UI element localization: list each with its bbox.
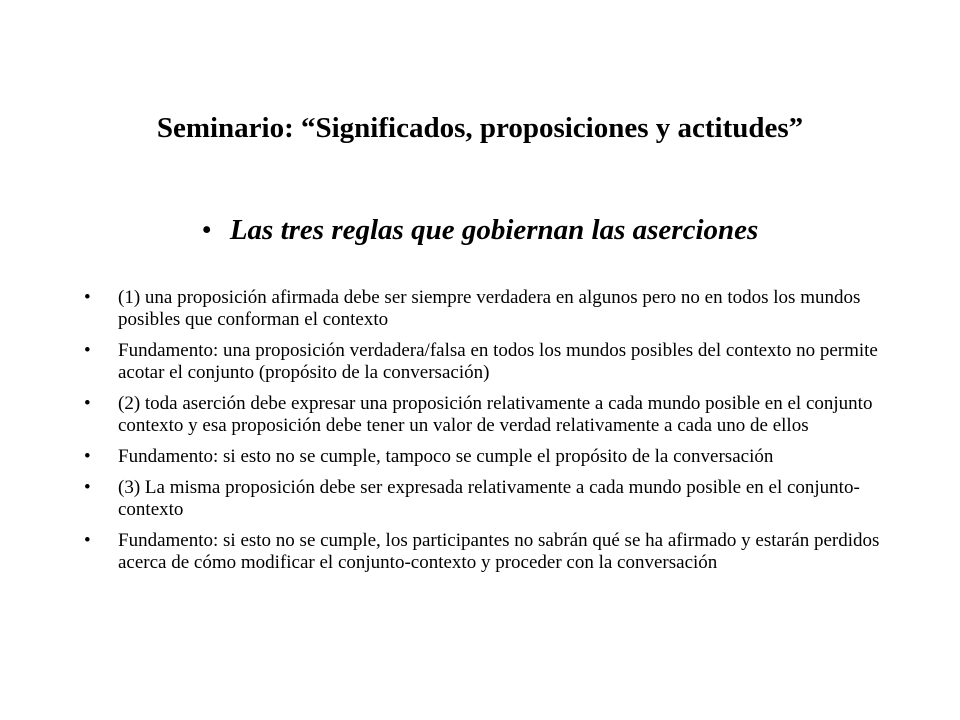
bullet-item-5 — [84, 477, 884, 521]
bullet-icon: • — [84, 446, 91, 467]
bullet-text: Fundamento: si esto no se cumple, tampoco se cumple el propósito de la conversación — [118, 446, 774, 467]
bullet-text: (3) La misma proposición debe ser expresada relativamente a cada mundo posible en el conjunto-contexto — [118, 477, 860, 520]
bullet-text: Fundamento: una proposición verdadera/falsa en todos los mundos posibles del contexto no permite acotar el conjunto (propósito de la conversación) — [118, 340, 878, 383]
bullet-text: (2) toda aserción debe expresar una proposición relativamente a cada mundo posible en el conjunto contexto y esa proposición debe tener un valor de verdad relativamente a cada uno de ellos — [118, 393, 873, 436]
subtitle-bullet-icon: • — [201, 214, 212, 246]
bullet-icon: • — [84, 393, 91, 414]
bullet-icon: • — [84, 477, 91, 498]
bullet-item-4 — [84, 446, 884, 468]
slide-title: Seminario: “Significados, proposiciones y actitudes” — [156, 112, 804, 144]
slide-subtitle: Las tres reglas que gobiernan las aserciones — [229, 214, 759, 246]
bullet-icon: • — [84, 287, 91, 308]
bullet-icon: • — [84, 340, 91, 361]
bullet-text: (1) una proposición afirmada debe ser siempre verdadera en algunos pero no en todos los mundos posibles que conforman el contexto — [118, 287, 861, 330]
bullet-item-3 — [84, 393, 884, 437]
bullet-icon: • — [84, 530, 91, 551]
bullet-item-6 — [84, 530, 884, 574]
bullet-text: Fundamento: si esto no se cumple, los participantes no sabrán qué se ha afirmado y estarán perdidos acerca de cómo modificar el conjunto-contexto y proceder con la conversación — [118, 530, 880, 573]
bullet-item-2 — [84, 340, 884, 384]
bullet-item-1 — [84, 287, 884, 331]
subtitle-row — [0, 212, 960, 248]
bullet-list — [84, 287, 884, 583]
